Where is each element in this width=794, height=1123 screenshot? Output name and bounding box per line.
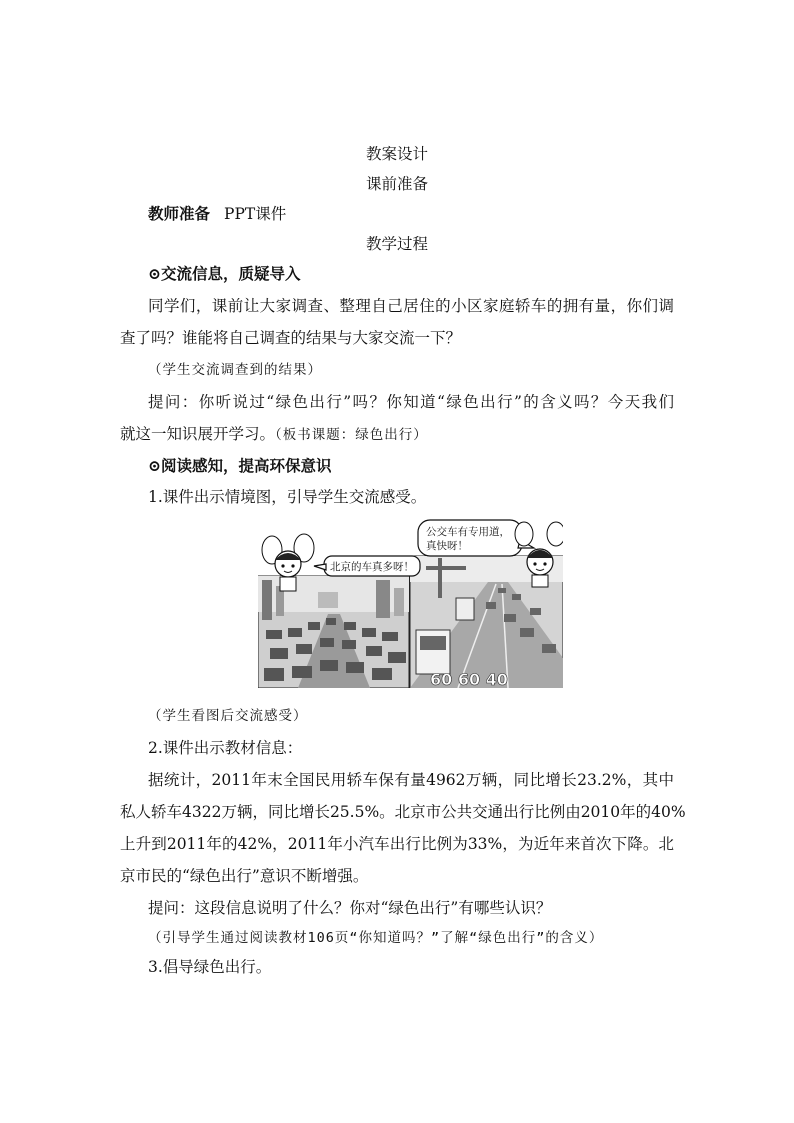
traffic-figure <box>258 518 563 688</box>
teacher-prep-row <box>148 204 286 224</box>
blackboard-note: （板书课题：绿色出行） <box>275 427 428 443</box>
bubble-right-text-1: 公交车有专用道， <box>426 526 510 538</box>
note-after-figure: （学生看图后交流感受） <box>148 708 308 724</box>
road-speed-marks: 60 60 40 <box>430 670 508 688</box>
question-line-1: 提问：你听说过“绿色出行”吗？你知道“绿色出行”的含义吗？今天我们 <box>148 393 674 411</box>
info-line-3: 上升到2011年的42%，2011年小汽车出行比例为33%，为近年来首次下降。北 <box>120 835 674 853</box>
part1-heading: ⊙交流信息，质疑导入 <box>148 264 301 283</box>
info-line-1: 据统计，2011年末全国民用轿车保有量4962万辆，同比增长23.2%，其中 <box>148 771 674 789</box>
traffic-illustration <box>258 518 563 688</box>
step-1: 1.课件出示情境图，引导学生交流感受。 <box>148 488 427 506</box>
bubble-right-text-2: 真快呀！ <box>426 540 468 552</box>
question-2: 提问：这段信息说明了什么？你对“绿色出行”有哪些认识？ <box>148 899 552 917</box>
info-line-2: 私人轿车4322万辆，同比增长25.5%。北京市公共交通出行比例由2010年的40% <box>120 803 686 821</box>
teacher-prep-label: 教师准备 <box>148 204 211 223</box>
section-prep-heading: 课前准备 <box>365 175 428 193</box>
question-line-2 <box>120 424 428 445</box>
paragraph-1-line-1: 同学们，课前让大家调查、整理自己居住的小区家庭轿车的拥有量，你们调 <box>148 297 674 315</box>
question-line-2-text: 就这一知识展开学习。 <box>120 425 276 443</box>
section-process-heading: 教学过程 <box>365 235 428 253</box>
note-student-exchange: （学生交流调查到的结果） <box>148 362 322 378</box>
note-reading-guide: （引导学生通过阅读教材106页“你知道吗？”了解“绿色出行”的含义） <box>148 930 604 946</box>
part2-heading: ⊙阅读感知，提高环保意识 <box>148 456 332 475</box>
step-3: 3.倡导绿色出行。 <box>148 958 272 976</box>
page-title: 教案设计 <box>365 145 428 163</box>
info-line-4: 京市民的“绿色出行”意识不断增强。 <box>120 867 369 885</box>
step-2: 2.课件出示教材信息： <box>148 739 303 757</box>
paragraph-1-line-2: 查了吗？谁能将自己调查的结果与大家交流一下？ <box>120 329 462 347</box>
congested-road-photo <box>258 576 409 688</box>
speech-bubble-left <box>314 556 420 576</box>
bubble-left-text: 北京的车真多呀！ <box>330 561 414 573</box>
teacher-prep-value: PPT课件 <box>224 205 287 223</box>
